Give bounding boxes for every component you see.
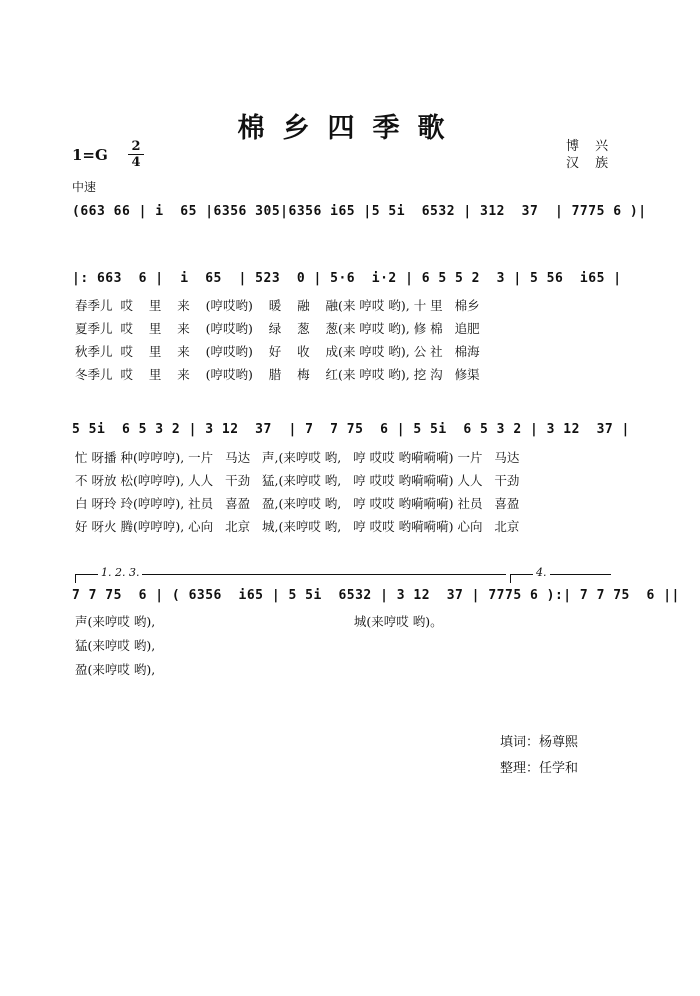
time-signature — [128, 140, 144, 169]
lyrics-ending-line-2: 猛(来哼哎 哟), — [75, 638, 156, 653]
song-title: 棉乡四季歌 — [237, 113, 463, 144]
lyrics-verse-2-line-1: 夏季儿 哎 里 来 (哼哎哟) 绿 葱 葱(来 哼哎 哟), 修 棉 追肥 — [75, 321, 480, 336]
volta-label-first: 1. 2. 3. — [98, 566, 142, 579]
lyrics-verse-4-line-2: 好 呀火 腾(哼哼哼), 心向 北京 城,(来哼哎 哟, 哼 哎哎 哟嗬嗬嗬) 心向 北京 — [75, 519, 520, 534]
lyrics-ending-line-1: 声(来哼哎 哟), 城(来哼哎 哟)。 — [75, 614, 443, 629]
intro-notation: (663 66 | i 65 |6356 305|6356 i65 |5 5i 6532 | 312 37 | 7775 6 )| — [72, 204, 647, 219]
volta-bracket-first — [75, 566, 506, 583]
lyrics-verse-1-line-1: 春季儿 哎 里 来 (哼哎哟) 暖 融 融(来 哼哎 哟), 十 里 棉乡 — [75, 298, 480, 313]
origin-ethnicity: 汉 族 — [566, 156, 615, 171]
meter-top: 2 — [131, 139, 141, 154]
origin-region: 博 兴 — [566, 139, 615, 154]
lyrics-verse-2-line-2: 不 呀放 松(哼哼哼), 人人 干劲 猛,(来哼哎 哟, 哼 哎哎 哟嗬嗬嗬) 人人 干劲 — [75, 473, 520, 488]
lyrics-verse-4-line-1: 冬季儿 哎 里 来 (哼哎哟) 腊 梅 红(来 哼哎 哟), 挖 沟 修渠 — [75, 367, 480, 382]
lyrics-ending-line-3: 盈(来哼哎 哟), — [75, 662, 156, 677]
volta-label-second: 4. — [533, 566, 550, 579]
lyrics-verse-1-line-2: 忙 呀播 种(哼哼哼), 一片 马达 声,(来哼哎 哟, 哼 哎哎 哟嗬嗬嗬) 一片 马达 — [75, 450, 520, 465]
lyrics-verse-3-line-1: 秋季儿 哎 里 来 (哼哎哟) 好 收 成(来 哼哎 哟), 公 社 棉海 — [75, 344, 480, 359]
melody-line-3: 7 7 75 6 | ( 6356 i65 | 5 5i 6532 | 3 12 37 | 7775 6 ):| 7 7 75 6 || — [72, 588, 680, 603]
credits — [500, 730, 578, 782]
arranger-credit: 整理：任学和 — [500, 761, 579, 776]
volta-bracket-second — [510, 566, 611, 583]
meter-bottom: 4 — [131, 155, 141, 170]
lyricist-credit: 填词：杨尊熙 — [500, 735, 579, 750]
lyrics-verse-3-line-2: 白 呀玲 玲(哼哼哼), 社员 喜盈 盈,(来哼哎 哟, 哼 哎哎 哟嗬嗬嗬) 社员 喜盈 — [75, 496, 520, 511]
tempo-marking: 中速 — [72, 180, 97, 194]
melody-line-1: |: 663 6 | i 65 | 523 0 | 5·6 i·2 | 6 5 5 2 3 | 5 56 i65 | — [72, 271, 622, 286]
melody-line-2: 5 5i 6 5 3 2 | 3 12 37 | 7 7 75 6 | 5 5i 6 5 3 2 | 3 12 37 | — [72, 422, 630, 437]
origin-info — [566, 138, 614, 172]
key-signature: 1=G — [72, 146, 108, 164]
